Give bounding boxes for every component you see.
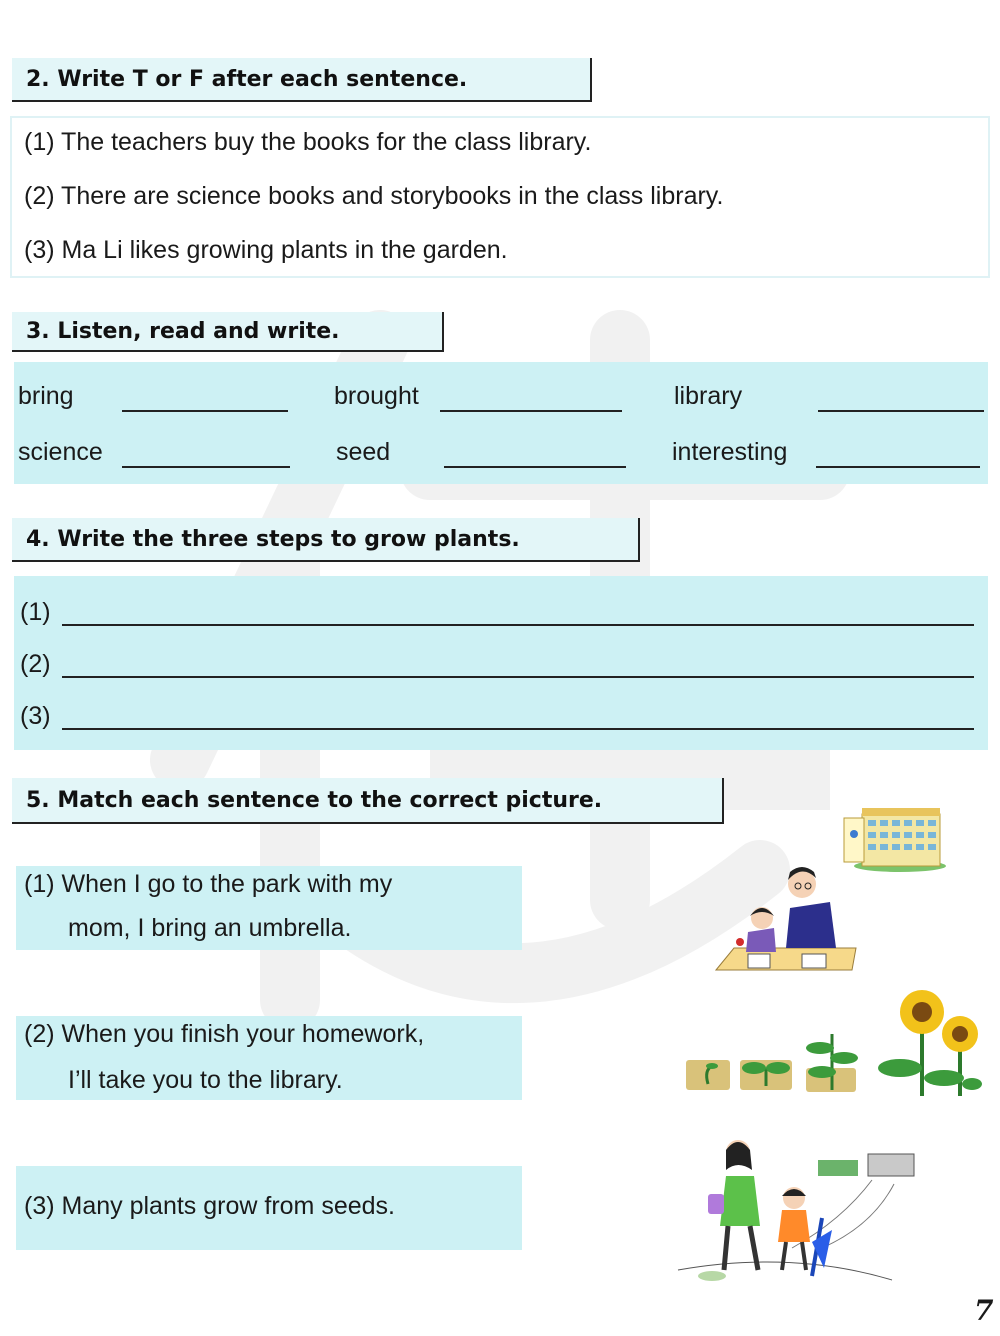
step-2-label: (2) xyxy=(20,650,51,678)
section4-heading-text: 4. Write the three steps to grow plants. xyxy=(26,526,520,552)
step-1-label: (1) xyxy=(20,598,51,626)
word-brought: brought xyxy=(334,382,419,410)
match-sentence-2-line2: I’ll take you to the library. xyxy=(68,1066,343,1094)
blank-bring[interactable] xyxy=(122,410,288,412)
tf-sentence-1: (1) The teachers buy the books for the class library. xyxy=(24,128,592,156)
match-sentence-1-line2: mom, I bring an umbrella. xyxy=(68,914,352,942)
word-seed: seed xyxy=(336,438,391,466)
page-number: 7 xyxy=(974,1294,994,1327)
section3-heading xyxy=(12,312,444,352)
section2-heading xyxy=(12,58,592,102)
step-3-label: (3) xyxy=(20,702,51,730)
mother-and-child-walking-picture[interactable] xyxy=(672,1130,924,1286)
step-3-line[interactable] xyxy=(62,728,974,730)
tf-sentence-3: (3) Ma Li likes growing plants in the garden. xyxy=(24,236,508,264)
steps-panel xyxy=(14,576,988,750)
section3-heading-text: 3. Listen, read and write. xyxy=(26,318,340,344)
section5-heading-text: 5. Match each sentence to the correct picture. xyxy=(26,787,603,813)
section5-heading xyxy=(12,778,724,824)
word-library: library xyxy=(674,382,743,410)
word-science: science xyxy=(18,438,103,466)
match-sentence-1-line1: (1) When I go to the park with my xyxy=(24,870,393,898)
plant-growth-picture[interactable] xyxy=(682,988,982,1100)
blank-brought[interactable] xyxy=(440,410,622,412)
tf-sentence-2: (2) There are science books and storybooks in the class library. xyxy=(24,182,724,210)
step-2-line[interactable] xyxy=(62,676,974,678)
step-1-line[interactable] xyxy=(62,624,974,626)
blank-science[interactable] xyxy=(122,466,290,468)
blank-seed[interactable] xyxy=(444,466,626,468)
section2-heading-text: 2. Write T or F after each sentence. xyxy=(26,66,468,92)
blank-interesting[interactable] xyxy=(816,466,980,468)
blank-library[interactable] xyxy=(818,410,984,412)
match-sentence-3-line1: (3) Many plants grow from seeds. xyxy=(24,1192,395,1220)
section4-heading xyxy=(12,518,640,562)
word-bring: bring xyxy=(18,382,74,410)
word-interesting: interesting xyxy=(672,438,788,466)
teacher-and-child-picture[interactable] xyxy=(706,862,858,974)
match-sentence-2-line1: (2) When you finish your homework, xyxy=(24,1020,425,1048)
